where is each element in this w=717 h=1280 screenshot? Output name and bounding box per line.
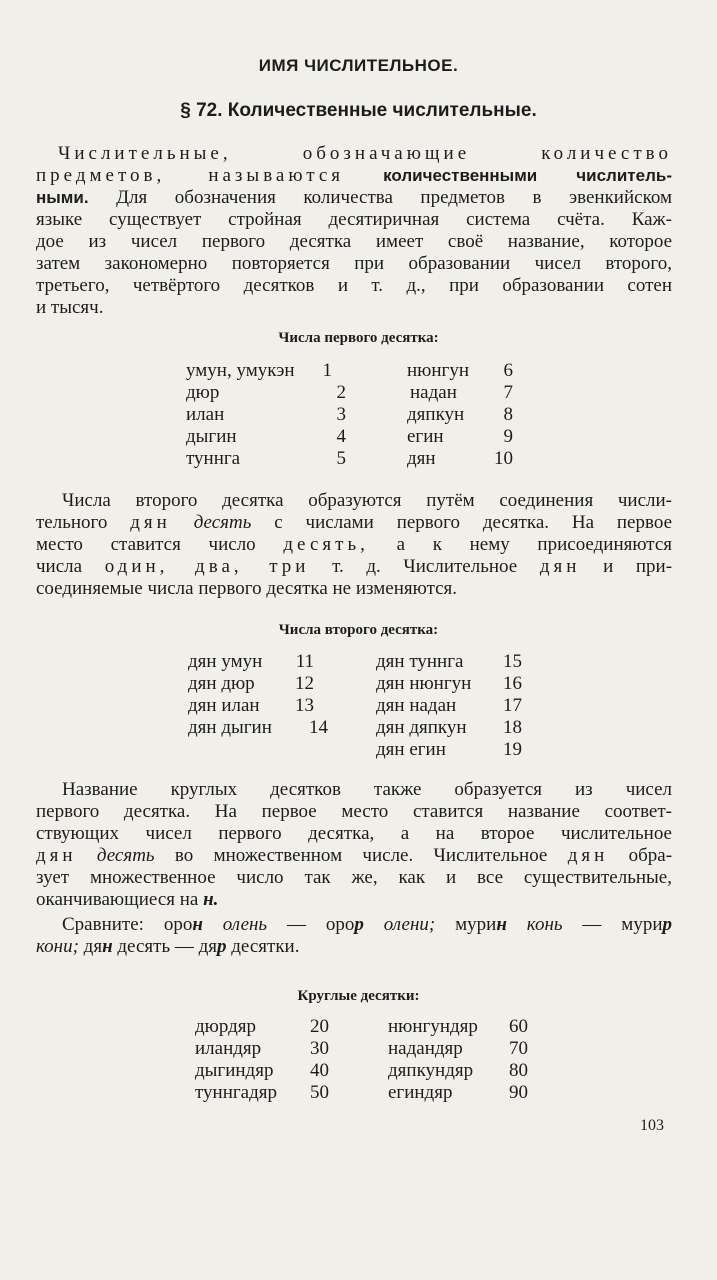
- table-row: егин 9: [407, 426, 513, 447]
- table-row: дян 10: [407, 448, 513, 469]
- first-ten-left-column: [186, 360, 346, 470]
- first-ten-caption: Числа первого десятка:: [278, 330, 439, 346]
- third-paragraph: [36, 779, 672, 911]
- third-line-4: дян десять во множественном числе. Числительное дян обра-: [36, 845, 673, 866]
- first-ten-right-column: [407, 360, 513, 470]
- intro-line-1: Числительные, обозначающие количество: [58, 143, 673, 164]
- table-row: дюрдяр 20: [195, 1016, 329, 1037]
- table-row: надан 7: [410, 382, 513, 403]
- table-row: илан 3: [186, 404, 346, 425]
- second-line-2: тельного дян десять с числами первого десятка. На первое: [36, 512, 673, 533]
- intro-line-3: ными. Для обозначения количества предметов в эвенкийском: [36, 187, 672, 208]
- compare-line-2: кони; дян десять — дяр десятки.: [36, 936, 300, 957]
- intro-line-6: затем закономерно повторяется при образовании чисел второго,: [36, 253, 672, 274]
- table-row: дян умун 11: [188, 651, 314, 672]
- table-row: дян нюнгун 16: [376, 673, 522, 694]
- table-row: дюр 2: [186, 382, 346, 403]
- table-row: дяпкундяр 80: [388, 1060, 528, 1081]
- table-row: егиндяр 90: [388, 1082, 528, 1103]
- third-line-1: Название круглых десятков также образуется из чисел: [62, 779, 672, 800]
- table-row: дян илан 13: [188, 695, 314, 716]
- third-line-6: оканчивающиеся на н.: [36, 889, 219, 910]
- table-row: дян егин 19: [376, 739, 522, 760]
- table-row: умун, умукэн 1: [186, 360, 332, 381]
- table-row: дыгиндяр 40: [195, 1060, 329, 1081]
- table-row: дян дяпкун 18: [376, 717, 522, 738]
- section-title: § 72. Количественные числительные.: [180, 100, 537, 121]
- compare-line-1: Сравните: орон олень — орор олени; мурин конь — мурир: [62, 914, 673, 935]
- compare-paragraph: [36, 914, 672, 958]
- second-ten-left-column: [188, 651, 328, 739]
- round-tens-left-column: [195, 1016, 329, 1104]
- second-line-5: соединяемые числа первого десятка не изменяются.: [36, 578, 458, 599]
- intro-line-2: предметов, называются количественными числитель-: [36, 165, 672, 186]
- intro-paragraph: [36, 143, 672, 319]
- third-line-2: первого десятка. На первое место ставится название соответ-: [36, 801, 672, 822]
- second-line-3: место ставится число десять, а к нему присоединяются: [36, 534, 673, 555]
- chapter-title: ИМЯ ЧИСЛИТЕЛЬНОЕ.: [258, 56, 459, 75]
- second-ten-caption: Числа второго десятка:: [278, 622, 439, 638]
- round-tens-right-column: [388, 1016, 528, 1104]
- table-row: дыгин 4: [186, 426, 346, 447]
- second-paragraph: [36, 490, 672, 600]
- round-tens-caption: Круглые десятки:: [297, 988, 420, 1004]
- table-row: дяпкун 8: [407, 404, 513, 425]
- table-row: нюнгундяр 60: [388, 1016, 528, 1037]
- intro-line-4: языке существует стройная десятиричная система счёта. Каж-: [36, 209, 672, 230]
- table-row: надандяр 70: [388, 1038, 528, 1059]
- table-row: иландяр 30: [195, 1038, 329, 1059]
- table-row: туннгадяр 50: [195, 1082, 329, 1103]
- table-row: дян дыгин 14: [188, 717, 328, 738]
- table-row: дян туннга 15: [376, 651, 522, 672]
- third-line-5: зует множественное число так же, как и все существительные,: [36, 867, 672, 888]
- table-row: дян надан 17: [376, 695, 522, 716]
- intro-line-8: и тысяч.: [36, 297, 104, 318]
- third-line-3: ствующих чисел первого десятка, а на второе числительное: [36, 823, 672, 844]
- page-number: 103: [640, 1117, 664, 1134]
- table-row: дян дюр 12: [188, 673, 314, 694]
- intro-line-5: дое из чисел первого десятка имеет своё название, которое: [36, 231, 672, 252]
- table-row: туннга 5: [186, 448, 346, 469]
- second-line-1: Числа второго десятка образуются путём соединения числи-: [62, 490, 672, 511]
- table-row: нюнгун 6: [407, 360, 513, 381]
- intro-line-7: третьего, четвёртого десятков и т. д., при образовании сотен: [36, 275, 672, 296]
- second-ten-right-column: [376, 651, 522, 761]
- second-line-4: числа один, два, три т. д. Числительное дян и при-: [36, 556, 673, 577]
